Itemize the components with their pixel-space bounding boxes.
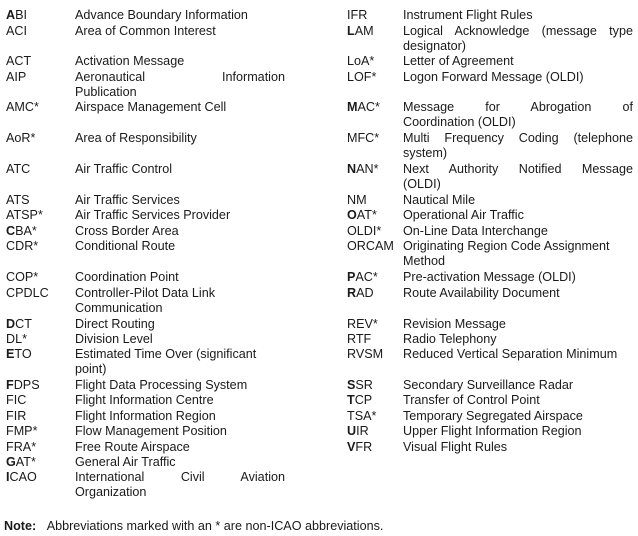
note-label: Note:: [4, 519, 37, 533]
definition-left-7: Air Traffic Services: [75, 193, 180, 207]
abbreviation-right-18: TSA*: [347, 409, 377, 423]
definition-left-9: Cross Border Area: [75, 224, 179, 238]
abbreviation-right-15: RVSM: [347, 347, 384, 361]
definition-left-6: Air Traffic Control: [75, 162, 173, 176]
abbreviation-left-20: FRA*: [6, 440, 37, 454]
abbreviation-left-0: ABI: [6, 8, 28, 22]
abbreviation-right-14: RTF: [347, 332, 372, 346]
abbreviation-right-5: MFC*: [347, 131, 380, 145]
definition-right-19: Upper Flight Information Region: [403, 424, 582, 438]
abbreviation-left-21: GAT*: [6, 455, 36, 469]
definition-left-17: Flight Information Centre: [75, 393, 214, 407]
definition-left-18: Flight Information Region: [75, 409, 216, 423]
abbreviation-right-19: UIR: [347, 424, 369, 438]
abbreviation-left-22: ICAO: [6, 470, 37, 484]
abbreviation-left-10: CDR*: [6, 239, 39, 253]
definition-right-16: Secondary Surveillance Radar: [403, 378, 574, 392]
definition-left-12: Controller-Pilot Data Link Communication: [75, 286, 215, 315]
definition-left-11: Coordination Point: [75, 270, 179, 284]
definition-left-2: Activation Message: [75, 54, 185, 68]
definition-right-18: Temporary Segregated Airspace: [403, 409, 583, 423]
definition-right-0: Instrument Flight Rules: [403, 8, 533, 22]
definition-left-1: Area of Common Interest: [75, 24, 216, 38]
abbreviation-right-17: TCP: [347, 393, 373, 407]
abbreviation-left-5: AoR*: [6, 131, 36, 145]
abbreviation-right-2: LoA*: [347, 54, 375, 68]
abbreviation-left-19: FMP*: [6, 424, 38, 438]
abbreviation-right-16: SSR: [347, 378, 373, 392]
abbreviation-right-1: LAM: [347, 24, 374, 38]
definition-left-5: Area of Responsibility: [75, 131, 197, 145]
abbreviation-left-1: ACI: [6, 24, 27, 38]
definition-left-16: Flight Data Processing System: [75, 378, 248, 392]
definition-right-5: Multi Frequency Coding (telephone system): [403, 131, 633, 160]
abbreviation-left-14: DL*: [6, 332, 27, 346]
definition-left-20: Free Route Airspace: [75, 440, 190, 454]
abbreviation-right-13: REV*: [347, 317, 378, 331]
definition-left-3: Aeronautical Information Publication: [75, 70, 285, 99]
abbreviation-right-4: MAC*: [347, 100, 380, 114]
footnote: [4, 519, 383, 534]
definition-right-13: Revision Message: [403, 317, 506, 331]
definition-right-3: Logon Forward Message (OLDI): [403, 70, 584, 84]
definition-left-19: Flow Management Position: [75, 424, 227, 438]
definition-right-9: On-Line Data Interchange: [403, 224, 548, 238]
definition-right-14: Radio Telephony: [403, 332, 497, 346]
definition-left-21: General Air Traffic: [75, 455, 176, 469]
abbreviation-right-0: IFR: [347, 8, 368, 22]
abbreviation-left-4: AMC*: [6, 100, 39, 114]
abbreviation-right-11: PAC*: [347, 270, 378, 284]
abbreviation-right-7: NM: [347, 193, 367, 207]
abbreviation-left-2: ACT: [6, 54, 32, 68]
definition-left-13: Direct Routing: [75, 317, 155, 331]
definition-right-7: Nautical Mile: [403, 193, 476, 207]
definition-left-14: Division Level: [75, 332, 153, 346]
abbreviation-left-9: CBA*: [6, 224, 37, 238]
abbreviation-left-17: FIC: [6, 393, 27, 407]
abbreviation-left-12: CPDLC: [6, 286, 49, 300]
definition-left-0: Advance Boundary Information: [75, 8, 248, 22]
definition-right-15: Reduced Vertical Separation Minimum: [403, 347, 618, 361]
abbreviation-left-11: COP*: [6, 270, 39, 284]
abbreviation-left-8: ATSP*: [6, 208, 43, 222]
abbreviation-right-8: OAT*: [347, 208, 377, 222]
definition-right-17: Transfer of Control Point: [403, 393, 540, 407]
definition-right-1: Logical Acknowledge (message type designator): [403, 24, 633, 53]
abbreviation-right-6: NAN*: [347, 162, 379, 176]
abbreviation-left-16: FDPS: [6, 378, 40, 392]
definition-left-22: International Civil Aviation Organization: [75, 470, 285, 499]
definition-left-4: Airspace Management Cell: [75, 100, 227, 114]
abbreviation-right-20: VFR: [347, 440, 373, 454]
definition-right-2: Letter of Agreement: [403, 54, 514, 68]
abbreviation-left-13: DCT: [6, 317, 32, 331]
definition-right-4: Message for Abrogation of Coordination (OLDI): [403, 100, 633, 129]
definition-right-10: Originating Region Code Assignment Method: [403, 239, 610, 268]
note-text: Abbreviations marked with an * are non-ICAO abbreviations.: [46, 519, 384, 533]
abbreviation-left-15: ETO: [6, 347, 32, 361]
definition-left-10: Conditional Route: [75, 239, 176, 253]
definition-right-11: Pre-activation Message (OLDI): [403, 270, 576, 284]
definition-right-8: Operational Air Traffic: [403, 208, 524, 222]
definition-right-12: Route Availability Document: [403, 286, 560, 300]
definition-right-20: Visual Flight Rules: [403, 440, 508, 454]
abbreviation-left-3: AIP: [6, 70, 27, 84]
definition-left-8: Air Traffic Services Provider: [75, 208, 231, 222]
definition-right-6: Next Authority Notified Message (OLDI): [403, 162, 633, 191]
abbreviation-left-7: ATS: [6, 193, 30, 207]
abbreviation-left-18: FIR: [6, 409, 27, 423]
abbreviation-right-9: OLDI*: [347, 224, 382, 238]
definition-left-15: Estimated Time Over (significant point): [75, 347, 257, 376]
abbreviation-right-12: RAD: [347, 286, 374, 300]
abbreviation-right-10: ORCAM: [347, 239, 394, 253]
abbreviation-left-6: ATC: [6, 162, 31, 176]
abbreviation-right-3: LOF*: [347, 70, 377, 84]
